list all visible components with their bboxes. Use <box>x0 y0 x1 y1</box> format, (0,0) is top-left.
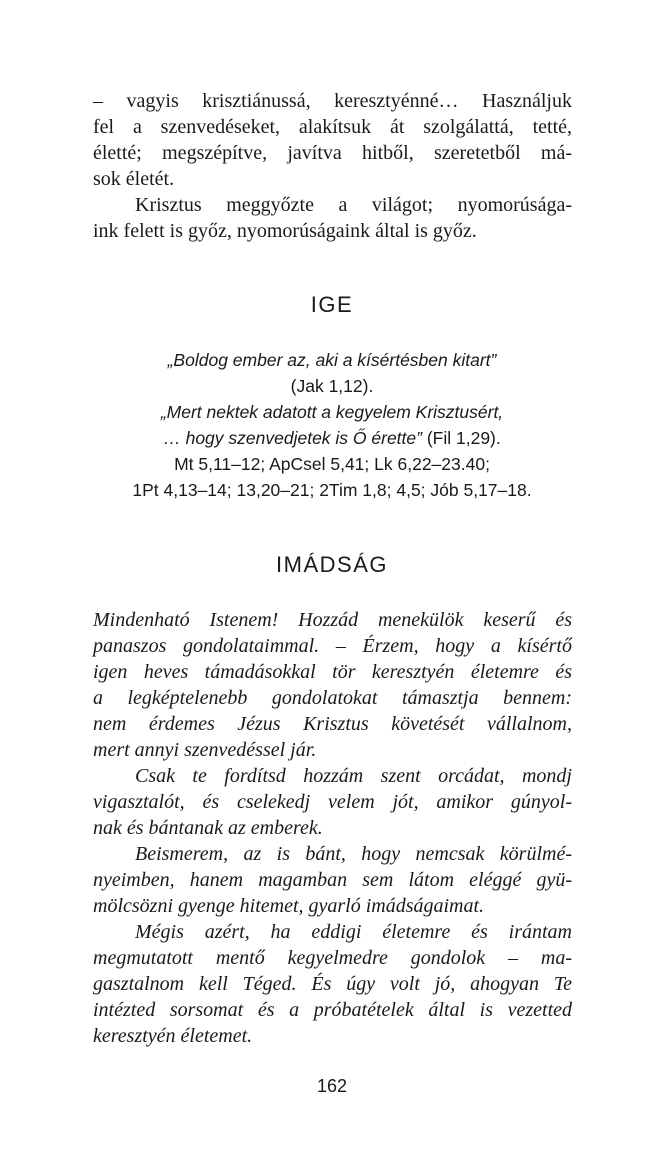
imadsag-paragraphs <box>93 607 572 1049</box>
prayer-line: intézted sorsomat és a próbatételek által is vezetted <box>93 999 572 1021</box>
intro-line: Krisztus meggyőzte a világot; nyomorúsága- <box>135 194 572 216</box>
prayer-line: nyeimben, hanem magamban sem látom eléggé gyü- <box>93 869 572 891</box>
intro-line: sok életét. <box>93 168 175 190</box>
ige-cross-references: 1Pt 4,13–14; 13,20–21; 2Tim 1,8; 4,5; Jób 5,17–18. <box>132 480 532 500</box>
ige-quote: „Boldog ember az, aki a kísértésben kitart” <box>167 350 497 370</box>
prayer-line: Csak te fordítsd hozzám szent orcádat, mondj <box>135 765 572 787</box>
prayer-line: megmutatott mentő kegyelmedre gondolok – ma- <box>93 947 572 969</box>
ige-section <box>0 347 664 503</box>
page-number: 162 <box>316 1076 348 1096</box>
ige-quote-line <box>0 425 664 451</box>
prayer-line: nak és bántanak az emberek. <box>93 817 323 839</box>
prayer-line: Mégis azért, ha eddigi életemre és irántam <box>135 921 572 943</box>
ige-quote-italic: … hogy szenvedjetek is Ő érette” <box>163 428 422 448</box>
ige-quote: „Mert nektek adatott a kegyelem Krisztusért, <box>160 402 504 422</box>
ige-heading: IGE <box>310 292 354 317</box>
intro-paragraphs <box>93 88 572 244</box>
prayer-line: nem érdemes Jézus Krisztus követését vállalnom, <box>93 713 572 735</box>
prayer-line: vigasztalót, és cselekedj velem jót, amikor gúnyol- <box>93 791 572 813</box>
imadsag-heading: IMÁDSÁG <box>276 552 388 577</box>
prayer-line: panaszos gondolataimmal. – Érzem, hogy a kísértő <box>93 635 572 657</box>
prayer-line: Mindenható Istenem! Hozzád menekülök keserű és <box>93 609 572 631</box>
prayer-line: mölcsözni gyenge hitemet, gyarló imádságaimat. <box>93 895 485 917</box>
prayer-line: Beismerem, az is bánt, hogy nemcsak körülmé- <box>135 843 572 865</box>
prayer-line: mert annyi szenvedéssel jár. <box>93 739 317 761</box>
prayer-line: keresztyén életemet. <box>93 1025 253 1047</box>
prayer-line: a legképtelenebb gondolatokat támasztja bennem: <box>93 687 572 709</box>
prayer-line: igen heves támadásokkal tör keresztyén életemre és <box>93 661 572 683</box>
prayer-line: gasztalnom kell Téged. És úgy volt jó, ahogyan Te <box>93 973 572 995</box>
intro-line: – vagyis krisztiánussá, keresztyénné… Használjuk <box>93 90 572 112</box>
ige-reference: (Fil 1,29). <box>421 428 501 448</box>
intro-line: életté; megszépítve, javítva hitből, szeretetből má- <box>93 142 572 164</box>
intro-line: fel a szenvedéseket, alakítsuk át szolgálattá, tetté, <box>93 116 572 138</box>
ige-cross-references: Mt 5,11–12; ApCsel 5,41; Lk 6,22–23.40; <box>174 454 490 474</box>
intro-line: ink felett is győz, nyomorúságaink által is győz. <box>93 220 477 242</box>
ige-reference: (Jak 1,12). <box>290 376 374 396</box>
